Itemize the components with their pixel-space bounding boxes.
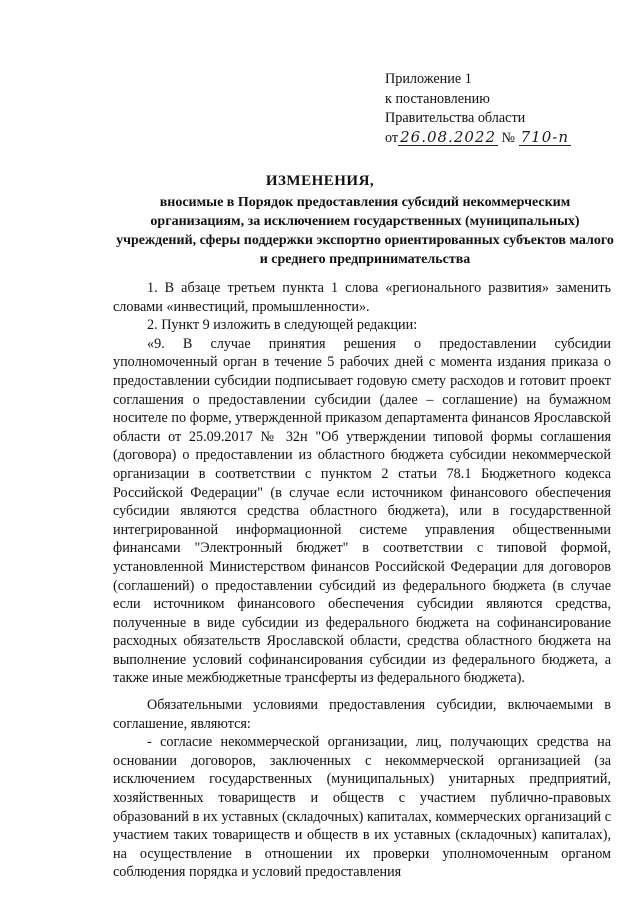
number-handwritten: 710-п (520, 127, 569, 146)
appendix-line-2: к постановлению (385, 90, 490, 107)
appendix-line-1: Приложение 1 (385, 71, 472, 87)
document-title: ИЗМЕНЕНИЯ, (265, 173, 375, 189)
appendix-date-line (385, 129, 635, 149)
paragraph-4: Обязательными условиями предоставления субсидии, включаемыми в соглашение, являются: (113, 697, 611, 732)
number-prefix: № (501, 129, 516, 146)
date-handwritten: 26.08.2022 (400, 127, 496, 146)
paragraph-1: 1. В абзаце третьем пункта 1 слова «регионального развития» заменить словами «инвестиций, промышленности». (113, 280, 611, 315)
paragraph-3: «9. В случае принятия решения о предоставлении субсидии уполномоченный орган в течение 5 рабочих дней с момента издания приказа о предоставлении субсидии подписывает годовую смету расходов и готовит проект соглашения о предоставлении субсидии (далее – соглашение) на бумажном носителе по форме, утвержденной приказом департамента финансов Ярославской области от 25.09.2017 № 32н "Об утверждении типовой формы соглашения (договора) о предоставлении из областного бюджета субсидии некоммерческой организации в соответствии с пунктом 2 статьи 78.1 Бюджетного кодекса Российской Федерации" (в случае если источником финансового обеспечения субсидии являются средства областного бюджета), или в государственной интегрированной информационной системе управления общественными финансами "Электронный бюджет" в соответствии с типовой формой, установленной Министерством финансов Российской Федерации для договоров (соглашений) о предоставлении субсидий из федерального бюджета (в случае если источником финансового обеспечения субсидии являются средства, полученные в виде субсидии из федерального бюджета на софинансирование расходных обязательств Ярославской области, средства областного бюджета на выполнение условий софинансирования субсидии из федерального бюджета, а также иные межбюджетные трансферты из федерального бюджета). (113, 335, 611, 687)
document-subtitle: вносимые в Порядок предоставления субсидий некоммерческим организациям, за исключением государственных (муниципальных) учреждений, сферы поддержки экспортно ориентированных субъектов малого и среднего предпринимательства (116, 195, 614, 267)
appendix-block (385, 70, 635, 148)
paragraph-5: - согласие некоммерческой организации, лиц, получающих средства на основании договоров, заключенных с некоммерческой организацией (за исключением государственных (муниципальных) унитарных предприятий, хозяйственных товариществ и обществ с участием публично-правовых образований в их уставных (складочных) капиталах, коммерческих организаций с участием таких товариществ и обществ в их уставных (складочных) капиталах), на осуществление в отношении их проверки уполномоченным органом соблюдения порядка и условий предоставления (113, 734, 611, 881)
appendix-line-3: Правительства области (385, 110, 526, 126)
paragraph-2: 2. Пункт 9 изложить в следующей редакции: (147, 317, 418, 334)
date-prefix: от (385, 129, 399, 146)
document-body (113, 279, 611, 882)
